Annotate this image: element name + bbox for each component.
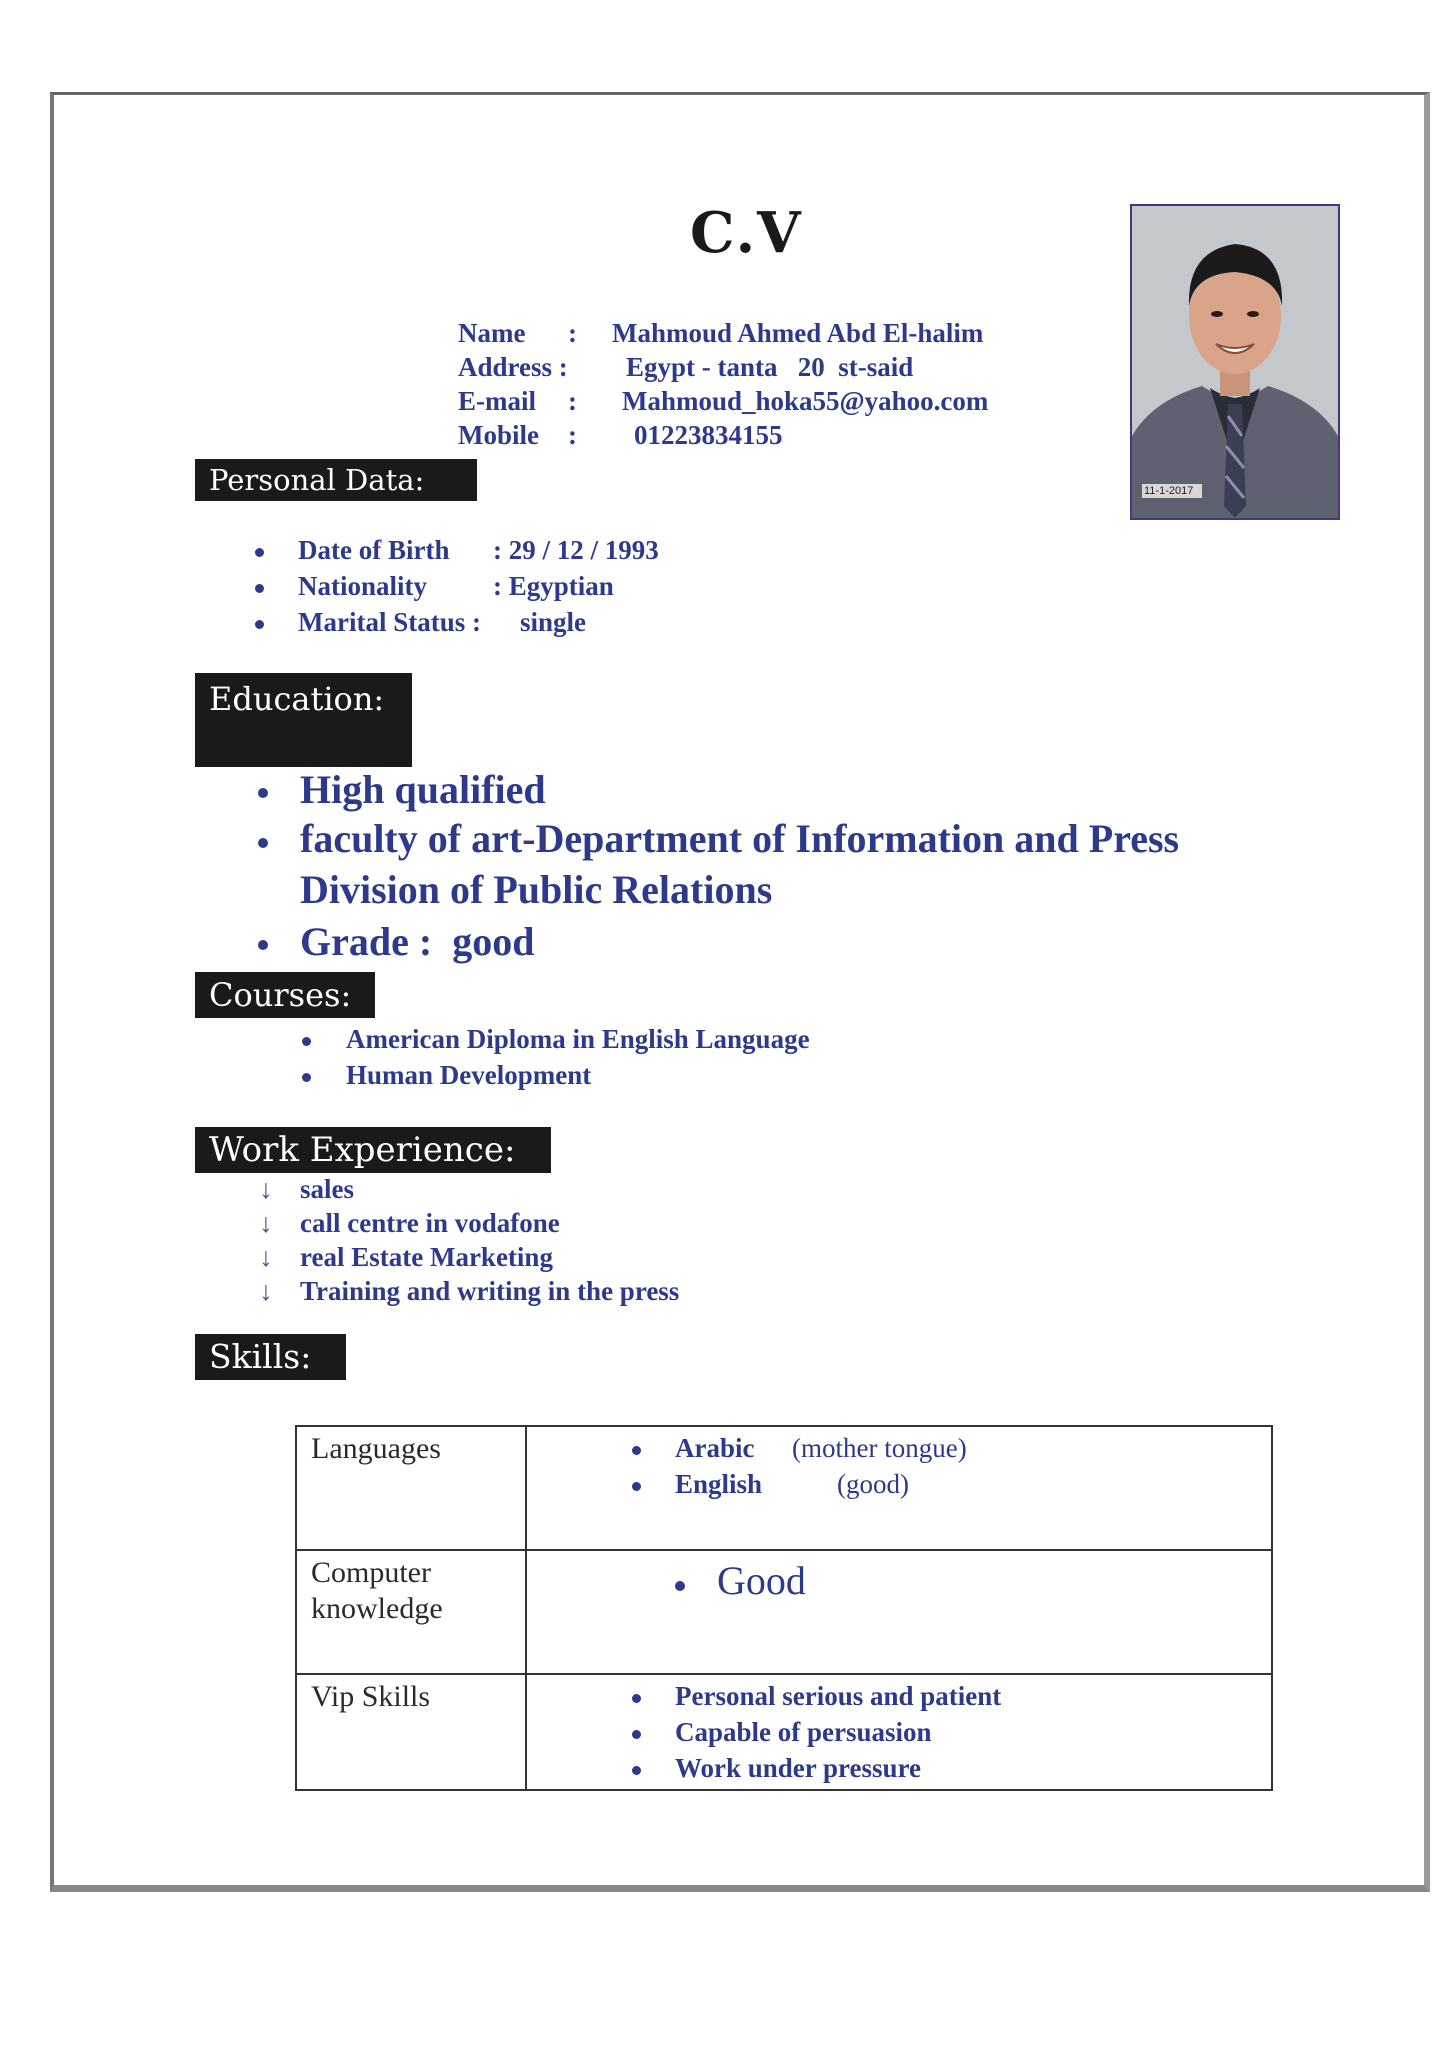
list-item <box>0 766 1448 816</box>
computer-skill-value: Good <box>717 1558 806 1603</box>
contact-mobile: 01223834155 <box>634 420 783 450</box>
arrow-bullet-icon: ↓ <box>259 1208 273 1238</box>
list-item <box>0 1242 1448 1276</box>
list-item <box>527 1753 1271 1789</box>
personal-label: Nationality <box>298 571 428 601</box>
section-header-education: Education: <box>195 673 412 767</box>
list-item <box>0 571 1448 607</box>
language-note: (good) <box>837 1469 909 1499</box>
list-item <box>0 1208 1448 1242</box>
bullet-icon <box>302 1037 311 1046</box>
list-item <box>527 1433 1271 1469</box>
bullet-icon <box>632 1446 641 1455</box>
bullet-icon <box>255 584 264 593</box>
education-item: Grade : good <box>300 919 535 964</box>
vip-skill-item: Personal serious and patient <box>675 1681 1002 1711</box>
contact-name: Mahmoud Ahmed Abd El-halim <box>612 318 984 348</box>
course-item: American Diploma in English Language <box>346 1024 810 1054</box>
education-item: High qualified <box>300 767 546 812</box>
skills-value-cell <box>526 1674 1272 1790</box>
list-item <box>0 535 1448 571</box>
contact-email: Mahmoud_hoka55@yahoo.com <box>622 386 989 416</box>
section-header-work: Work Experience: <box>195 1127 551 1173</box>
list-item <box>0 1174 1448 1208</box>
skills-label: Computer knowledge <box>296 1550 526 1674</box>
bullet-icon <box>258 838 268 848</box>
section-header-personal: Personal Data: <box>195 459 477 501</box>
list-item <box>0 816 1448 918</box>
language-note: (mother tongue) <box>792 1433 967 1463</box>
course-item: Human Development <box>346 1060 592 1090</box>
personal-label: Marital Status : <box>298 607 481 637</box>
bullet-icon <box>255 620 264 629</box>
list-item <box>527 1681 1271 1717</box>
personal-value: single <box>520 607 587 637</box>
list-item <box>527 1469 1271 1505</box>
skills-row-languages <box>296 1426 1272 1550</box>
skills-table <box>295 1425 1273 1791</box>
contact-label: Name <box>458 318 526 348</box>
bullet-icon <box>675 1581 685 1591</box>
courses-list <box>0 1024 1448 1096</box>
bullet-icon <box>632 1766 641 1775</box>
personal-value: : 29 / 12 / 1993 <box>493 535 659 565</box>
list-item <box>0 607 1448 643</box>
contact-colon: : <box>568 420 577 450</box>
contact-colon: : <box>568 318 577 348</box>
skills-label: Languages <box>296 1426 526 1550</box>
contact-address: Egypt - tanta 20 st-said <box>626 352 914 382</box>
bullet-icon <box>632 1482 641 1491</box>
skills-value-cell <box>526 1426 1272 1550</box>
list-item <box>0 1060 1448 1096</box>
portrait-image <box>1132 206 1338 518</box>
bullet-icon <box>258 940 268 950</box>
personal-value: : Egyptian <box>493 571 614 601</box>
contact-label: Address : <box>458 352 568 382</box>
section-header-skills: Skills: <box>195 1334 346 1380</box>
vip-skill-item: Capable of persuasion <box>675 1717 932 1747</box>
contact-label: Mobile <box>458 420 539 450</box>
list-item <box>527 1717 1271 1753</box>
contact-colon: : <box>568 386 577 416</box>
bullet-icon <box>632 1730 641 1739</box>
photo-date-stamp: 11-1-2017 <box>1144 485 1194 497</box>
skills-row-vip <box>296 1674 1272 1790</box>
personal-label: Date of Birth <box>298 535 450 565</box>
arrow-bullet-icon: ↓ <box>259 1276 273 1306</box>
cv-title: C.V <box>690 200 803 266</box>
work-item: real Estate Marketing <box>300 1242 553 1272</box>
vip-skill-item: Work under pressure <box>675 1753 922 1783</box>
arrow-bullet-icon: ↓ <box>259 1174 273 1204</box>
language-name: English <box>675 1469 763 1499</box>
work-item: Training and writing in the press <box>300 1276 680 1306</box>
education-item: faculty of art-Department of Information and Press Division of Public Relations <box>300 816 1180 912</box>
contact-label: E-mail <box>458 386 536 416</box>
work-item: call centre in vodafone <box>300 1208 560 1238</box>
list-item <box>0 1024 1448 1060</box>
personal-data-list <box>0 535 1448 643</box>
skills-row-computer <box>296 1550 1272 1674</box>
education-list <box>0 766 1448 968</box>
bullet-icon <box>632 1694 641 1703</box>
bullet-icon <box>255 548 264 557</box>
list-item <box>527 1557 1271 1617</box>
skills-label: Vip Skills <box>296 1674 526 1790</box>
language-name: Arabic <box>675 1433 755 1463</box>
profile-photo <box>1130 204 1340 520</box>
work-list <box>0 1174 1448 1310</box>
work-item: sales <box>300 1174 354 1204</box>
arrow-bullet-icon: ↓ <box>259 1242 273 1272</box>
section-header-courses: Courses: <box>195 972 375 1018</box>
bullet-icon <box>258 788 268 798</box>
bullet-icon <box>302 1073 311 1082</box>
list-item <box>0 1276 1448 1310</box>
skills-value-cell <box>526 1550 1272 1674</box>
list-item <box>0 918 1448 968</box>
